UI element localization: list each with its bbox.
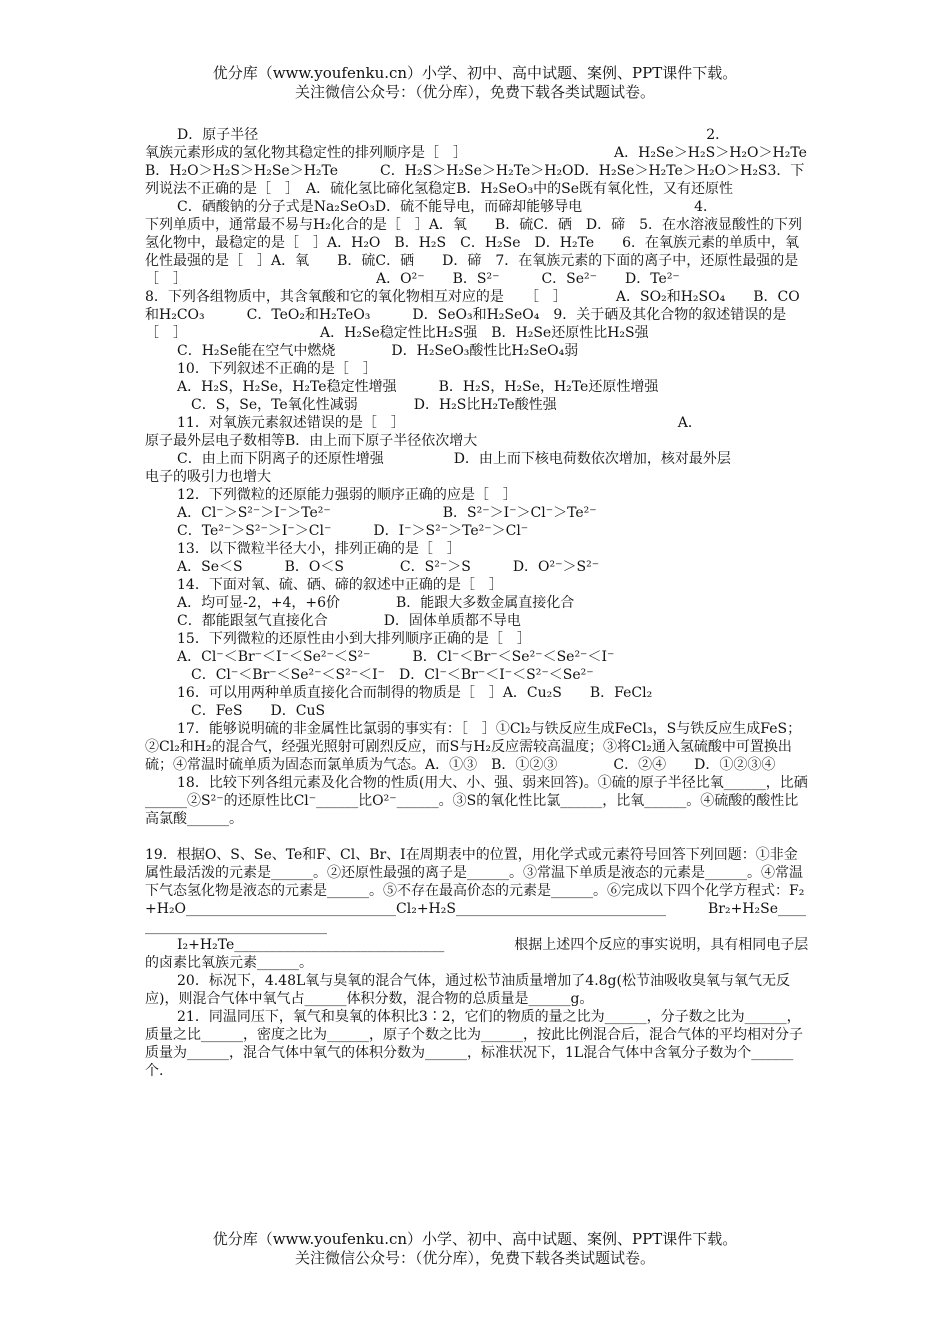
q14-options-ab: A．均可显-2，+4，+6价 B．能跟大多数金属直接化合	[177, 595, 575, 611]
q10-options-cd: C．S，Se，Te氧化性减弱 D．H₂S比H₂Te酸性强	[177, 397, 557, 413]
page-header	[0, 64, 950, 102]
q16-options-cd: C．FeS D．CuS	[177, 703, 326, 719]
q12-options-ab: A．Cl⁻＞S²⁻＞I⁻＞Te²⁻ B．S²⁻＞I⁻＞Cl⁻＞Te²⁻	[177, 505, 597, 521]
question-16: 16．可以用两种单质直接化合而制得的物质是［ ］A．Cu₂S B．FeCl₂	[177, 685, 653, 701]
q15-options-cd: C．Cl⁻＜Br⁻＜Se²⁻＜S²⁻＜I⁻ D．Cl⁻＜Br⁻＜I⁻＜S²⁻＜Se²⁻	[177, 667, 594, 683]
para-3: C．硒酸钠的分子式是Na₂SeO₃D．硫不能导电，而碲却能够导电 4．	[177, 199, 718, 215]
question-13: 13．以下微粒半径大小，排列正确的是［ ］	[177, 541, 461, 557]
para-4: 下列单质中，通常最不易与H₂化合的是［ ］A．氧 B．硫C．硒 D．碲 5．在水溶液显酸性的下列氢化物中，最稳定的是［ ］A．H₂O B．H₂S C．H₂Se D．H₂Te 6．在氧族元素的单质中，氧化性最强的是［ ］A．氧 B．硫C．硒 D．碲 7．在氧族元素的下面的离子中，还原性最强的是［ ］ A．O²⁻ B．S²⁻ C．Se²⁻ D．Te²⁻ 8．下列各组物质中，其含氧酸和它的氧化物相互对应的是 ［ ］ A．SO₂和H₂SO₄ B．CO和H₂CO₃ C．TeO₂和H₂TeO₃ D．SeO₃和H₂SeO₄ 9．关于硒及其化合物的叙述错误的是［ ］ A．H₂Se稳定性比H₂S强 B．H₂Se还原性比H₂S强	[145, 217, 918, 341]
header-line-2: 关注微信公众号：（优分库），免费下载各类试题试卷。	[294, 83, 655, 101]
header-line-1: 优分库（www.youfenku.cn）小学、初中、高中试题、案例、PPT课件下载。	[212, 64, 738, 82]
question-15: 15．下列微粒的还原性由小到大排列顺序正确的是［ ］	[177, 631, 531, 647]
q14-options-cd: C．都能跟氢气直接化合 D．固体单质都不导电	[177, 613, 521, 629]
question-14: 14．下面对氧、硫、硒、碲的叙述中正确的是［ ］	[177, 577, 503, 593]
q13-options: A．Se＜S B．O＜S C．S²⁻＞S D．O²⁻＞S²⁻	[177, 559, 600, 575]
question-20: 20．标况下，4.48L氧与臭氧的混合气体，通过松节油质量增加了4.8g(松节油吸收臭氧与氧气无反应)，则混合气体中氧气占______体积分数，混合物的总质量是______g。	[145, 973, 790, 1007]
question-18: 18．比较下列各组元素及化合物的性质(用大、小、强、弱来回答)。①硫的原子半径比氧______，比硒______②S²⁻的还原性比Cl⁻______比O²⁻______。③S的氧化性比氯______，比氧______。④硫酸的酸性比高氯酸______。	[145, 775, 808, 827]
q11-options-ab: 原子最外层电子数相等B．由上而下原子半径依次增大	[145, 433, 478, 449]
q11-options-cd: C．由上而下阴离子的还原性增强 D．由上而下核电荷数依次增加，核对最外层	[177, 451, 731, 467]
q11-option-d-cont: 电子的吸引力也增大	[145, 469, 271, 485]
question-12: 12．下列微粒的还原能力强弱的顺序正确的应是［ ］	[177, 487, 517, 503]
question-19-cont: I₂+H₂Te______________________________ 根据上述四个反应的事实说明，具有相同电子层的卤素比氧族元素______。	[145, 937, 809, 971]
footer-line-2: 关注微信公众号：（优分库），免费下载各类试题试卷。	[294, 1249, 655, 1267]
footer-line-1: 优分库（www.youfenku.cn）小学、初中、高中试题、案例、PPT课件下载。	[212, 1230, 738, 1248]
para-2: 氧族元素形成的氢化物其稳定性的排列顺序是［ ］ A．H₂Se＞H₂S＞H₂O＞H₂Te B．H₂O＞H₂S＞H₂Se＞H₂Te C．H₂S＞H₂Se＞H₂Te＞H₂OD．H₂Se＞H₂Te＞H₂O＞H₂S3．下列说法不正确的是［ ］ A．硫化氢比碲化氢稳定B．H₂SeO₃中的Se既有氧化性，又有还原性	[145, 145, 849, 197]
q12-options-cd: C．Te²⁻＞S²⁻＞I⁻＞Cl⁻ D．I⁻＞S²⁻＞Te²⁻＞Cl⁻	[177, 523, 529, 539]
para-5: C．H₂Se能在空气中燃烧 D．H₂SeO₃酸性比H₂SeO₄弱	[177, 343, 579, 359]
para-1: D．原子半径 2．	[177, 127, 730, 143]
q10-options-ab: A．H₂S，H₂Se，H₂Te稳定性增强 B．H₂S，H₂Se，H₂Te还原性增强	[177, 379, 659, 395]
question-10: 10．下列叙述不正确的是［ ］	[177, 361, 377, 377]
question-17: 17．能够说明硫的非金属性比氯弱的事实有：［ ］①Cl₂与铁反应生成FeCl₃，S与铁反应生成FeS；②Cl₂和H₂的混合气，经强光照射可剧烈反应，而S与H₂反应需较高温度；③将Cl₂通入氢硫酸中可置换出硫；④常温时硫单质为固态而氯单质为气态。A．①③ B．①②③ C．②④ D．①②③④	[145, 721, 802, 773]
q15-options-ab: A．Cl⁻＜Br⁻＜I⁻＜Se²⁻＜S²⁻ B．Cl⁻＜Br⁻＜Se²⁻＜Se²⁻＜I⁻	[177, 649, 615, 665]
document-body	[145, 126, 918, 1080]
blank-gap	[145, 828, 810, 846]
question-19: 19．根据O、S、Se、Te和F、Cl、Br、I在周期表中的位置，用化学式或元素符号回答下列回题：①非金属性最活泼的元素是______。②还原性最强的离子是______。③常温下单质是液态的元素是______。④常温下气态氢化物是液态的元素是______。⑤不存在最高价态的元素是______。⑥完成以下四个化学方程式：F₂+H₂O______________________________Cl₂+H₂S______________________________ Br₂+H₂Se______________________________	[145, 847, 806, 935]
page-footer	[0, 1230, 950, 1268]
question-11: 11．对氧族元素叙述错误的是［ ］ A．	[177, 415, 702, 431]
question-21: 21．同温同压下，氧气和臭氧的体积比3∶2，它们的物质的量之比为______，分子数之比为______，质量之比______，密度之比为______，原子个数之比为______，按此比例混合后，混合气体的平均相对分子质量为______，混合气体中氧气的体积分数为______，标准状况下，1L混合气体中含氧分子数为个______个.	[145, 1009, 803, 1079]
